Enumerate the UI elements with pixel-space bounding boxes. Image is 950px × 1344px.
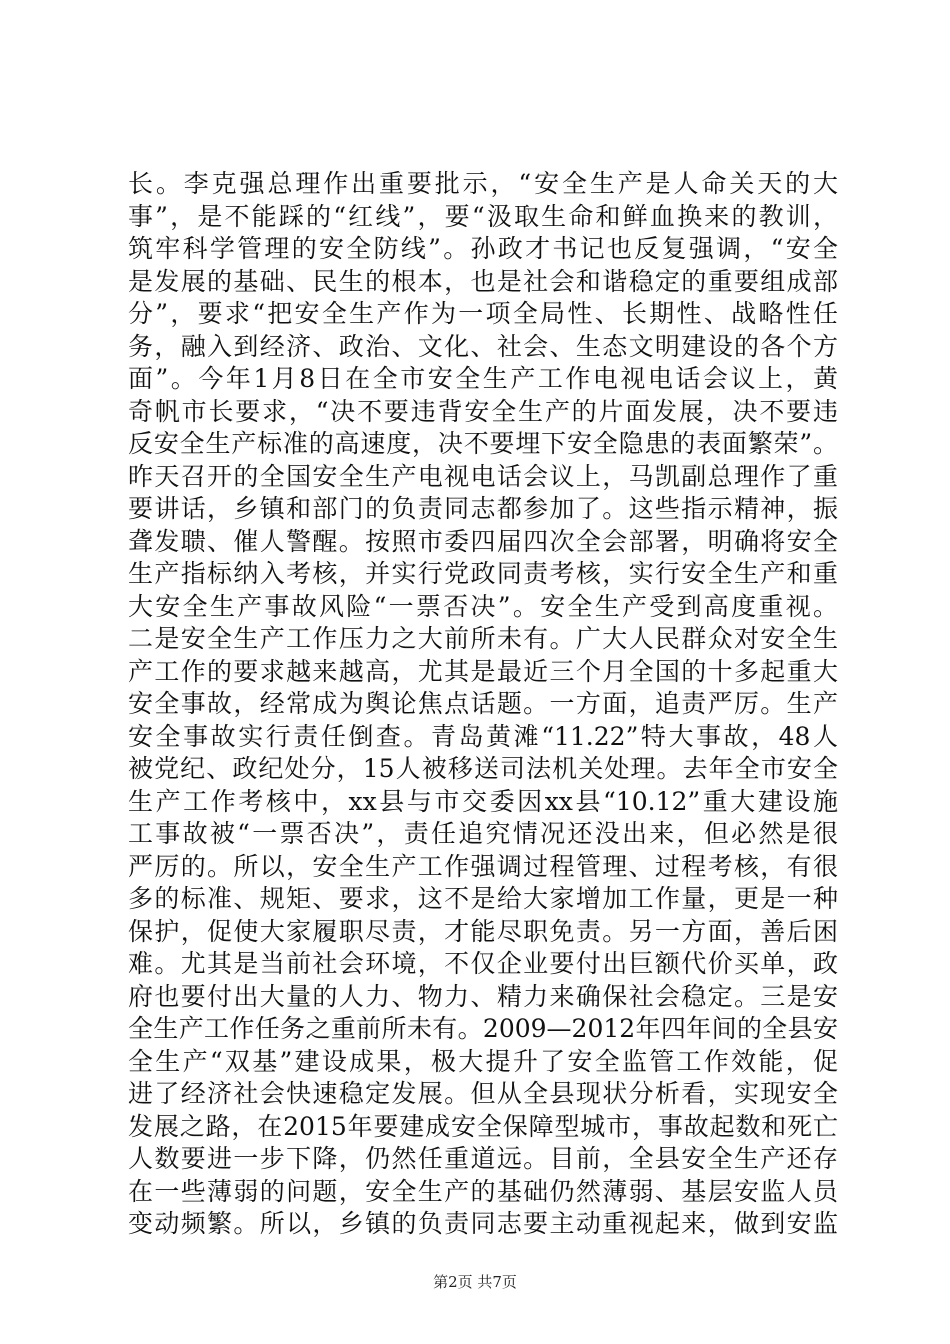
text-line: 保护，促使大家履职尽责，才能尽职免责。另一方面，善后困 [128, 916, 838, 946]
text-line: 变动频繁。所以，乡镇的负责同志要主动重视起来，做到安监 [128, 1209, 838, 1238]
text-line: 府也要付出大量的人力、物力、精力来确保社会稳定。三是安 [128, 981, 838, 1011]
text-line: 反安全生产标准的高速度，决不要埋下安全隐患的表面繁荣”。 [128, 429, 838, 458]
text-line: 严厉的。所以，安全生产工作强调过程管理、过程考核，有很 [128, 851, 838, 881]
text-line: 全生产“双基”建设成果，极大提升了安全监管工作效能，促 [128, 1046, 838, 1076]
text-line: 在一些薄弱的问题，安全生产的基础仍然薄弱、基层安监人员 [128, 1176, 838, 1206]
text-line: 安全事故，经常成为舆论焦点话题。一方面，追责严厉。生产 [128, 689, 838, 718]
text-line: 生产指标纳入考核，并实行党政同责考核，实行安全生产和重 [128, 559, 838, 588]
text-line: 是发展的基础、民生的根本，也是社会和谐稳定的重要组成部 [128, 266, 838, 296]
text-line: 产工作的要求越来越高，尤其是最近三个月全国的十多起重大 [128, 656, 838, 686]
text-line: 进了经济社会快速稳定发展。但从全县现状分析看，实现安全 [128, 1079, 838, 1108]
text-line: 大安全生产事故风险“一票否决”。安全生产受到高度重视。 [128, 591, 838, 621]
text-line: 务，融入到经济、政治、文化、社会、生态文明建设的各个方 [128, 331, 838, 361]
text-line: 昨天召开的全国安全生产电视电话会议上，马凯副总理作了重 [128, 461, 838, 491]
text-line: 事”，是不能踩的“红线”，要“汲取生命和鲜血换来的教训， [128, 201, 838, 231]
text-line: 多的标准、规矩、要求，这不是给大家增加工作量，更是一种 [128, 884, 838, 913]
text-line: 要讲话，乡镇和部门的负责同志都参加了。这些指示精神，振 [128, 494, 838, 523]
text-line: 长。李克强总理作出重要批示，“安全生产是人命关天的大 [128, 169, 838, 198]
text-line: 生产工作考核中，xx县与市交委因xx县“10.12”重大建设施 [128, 786, 838, 816]
text-line: 全生产工作任务之重前所未有。2009—2012年四年间的全县安 [128, 1014, 838, 1043]
body-paragraph [128, 168, 838, 1241]
text-line: 发展之路，在2015年要建成安全保障型城市，事故起数和死亡 [128, 1111, 838, 1141]
text-line: 分”，要求“把安全生产作为一项全局性、长期性、战略性任 [128, 299, 838, 328]
text-line: 难。尤其是当前社会环境，不仅企业要付出巨额代价买单，政 [128, 949, 838, 978]
text-line: 被党纪、政纪处分，15人被移送司法机关处理。去年全市安全 [128, 754, 838, 783]
text-line: 人数要进一步下降，仍然任重道远。目前，全县安全生产还存 [128, 1144, 838, 1173]
page-number-footer: 第2页 共7页 [433, 1273, 517, 1291]
text-line: 筑牢科学管理的安全防线”。孙政才书记也反复强调，“安全 [128, 234, 838, 263]
text-line: 工事故被“一票否决”，责任追究情况还没出来，但必然是很 [128, 819, 838, 848]
text-line: 聋发聩、催人警醒。按照市委四届四次全会部署，明确将安全 [128, 526, 838, 556]
text-line: 奇帆市长要求，“决不要违背安全生产的片面发展，决不要违 [128, 396, 838, 426]
text-line: 二是安全生产工作压力之大前所未有。广大人民群众对安全生 [128, 624, 838, 653]
text-line: 面”。今年1月8日在全市安全生产工作电视电话会议上，黄 [128, 364, 838, 393]
text-line: 安全事故实行责任倒查。青岛黄滩“11.22”特大事故，48人 [128, 721, 838, 751]
